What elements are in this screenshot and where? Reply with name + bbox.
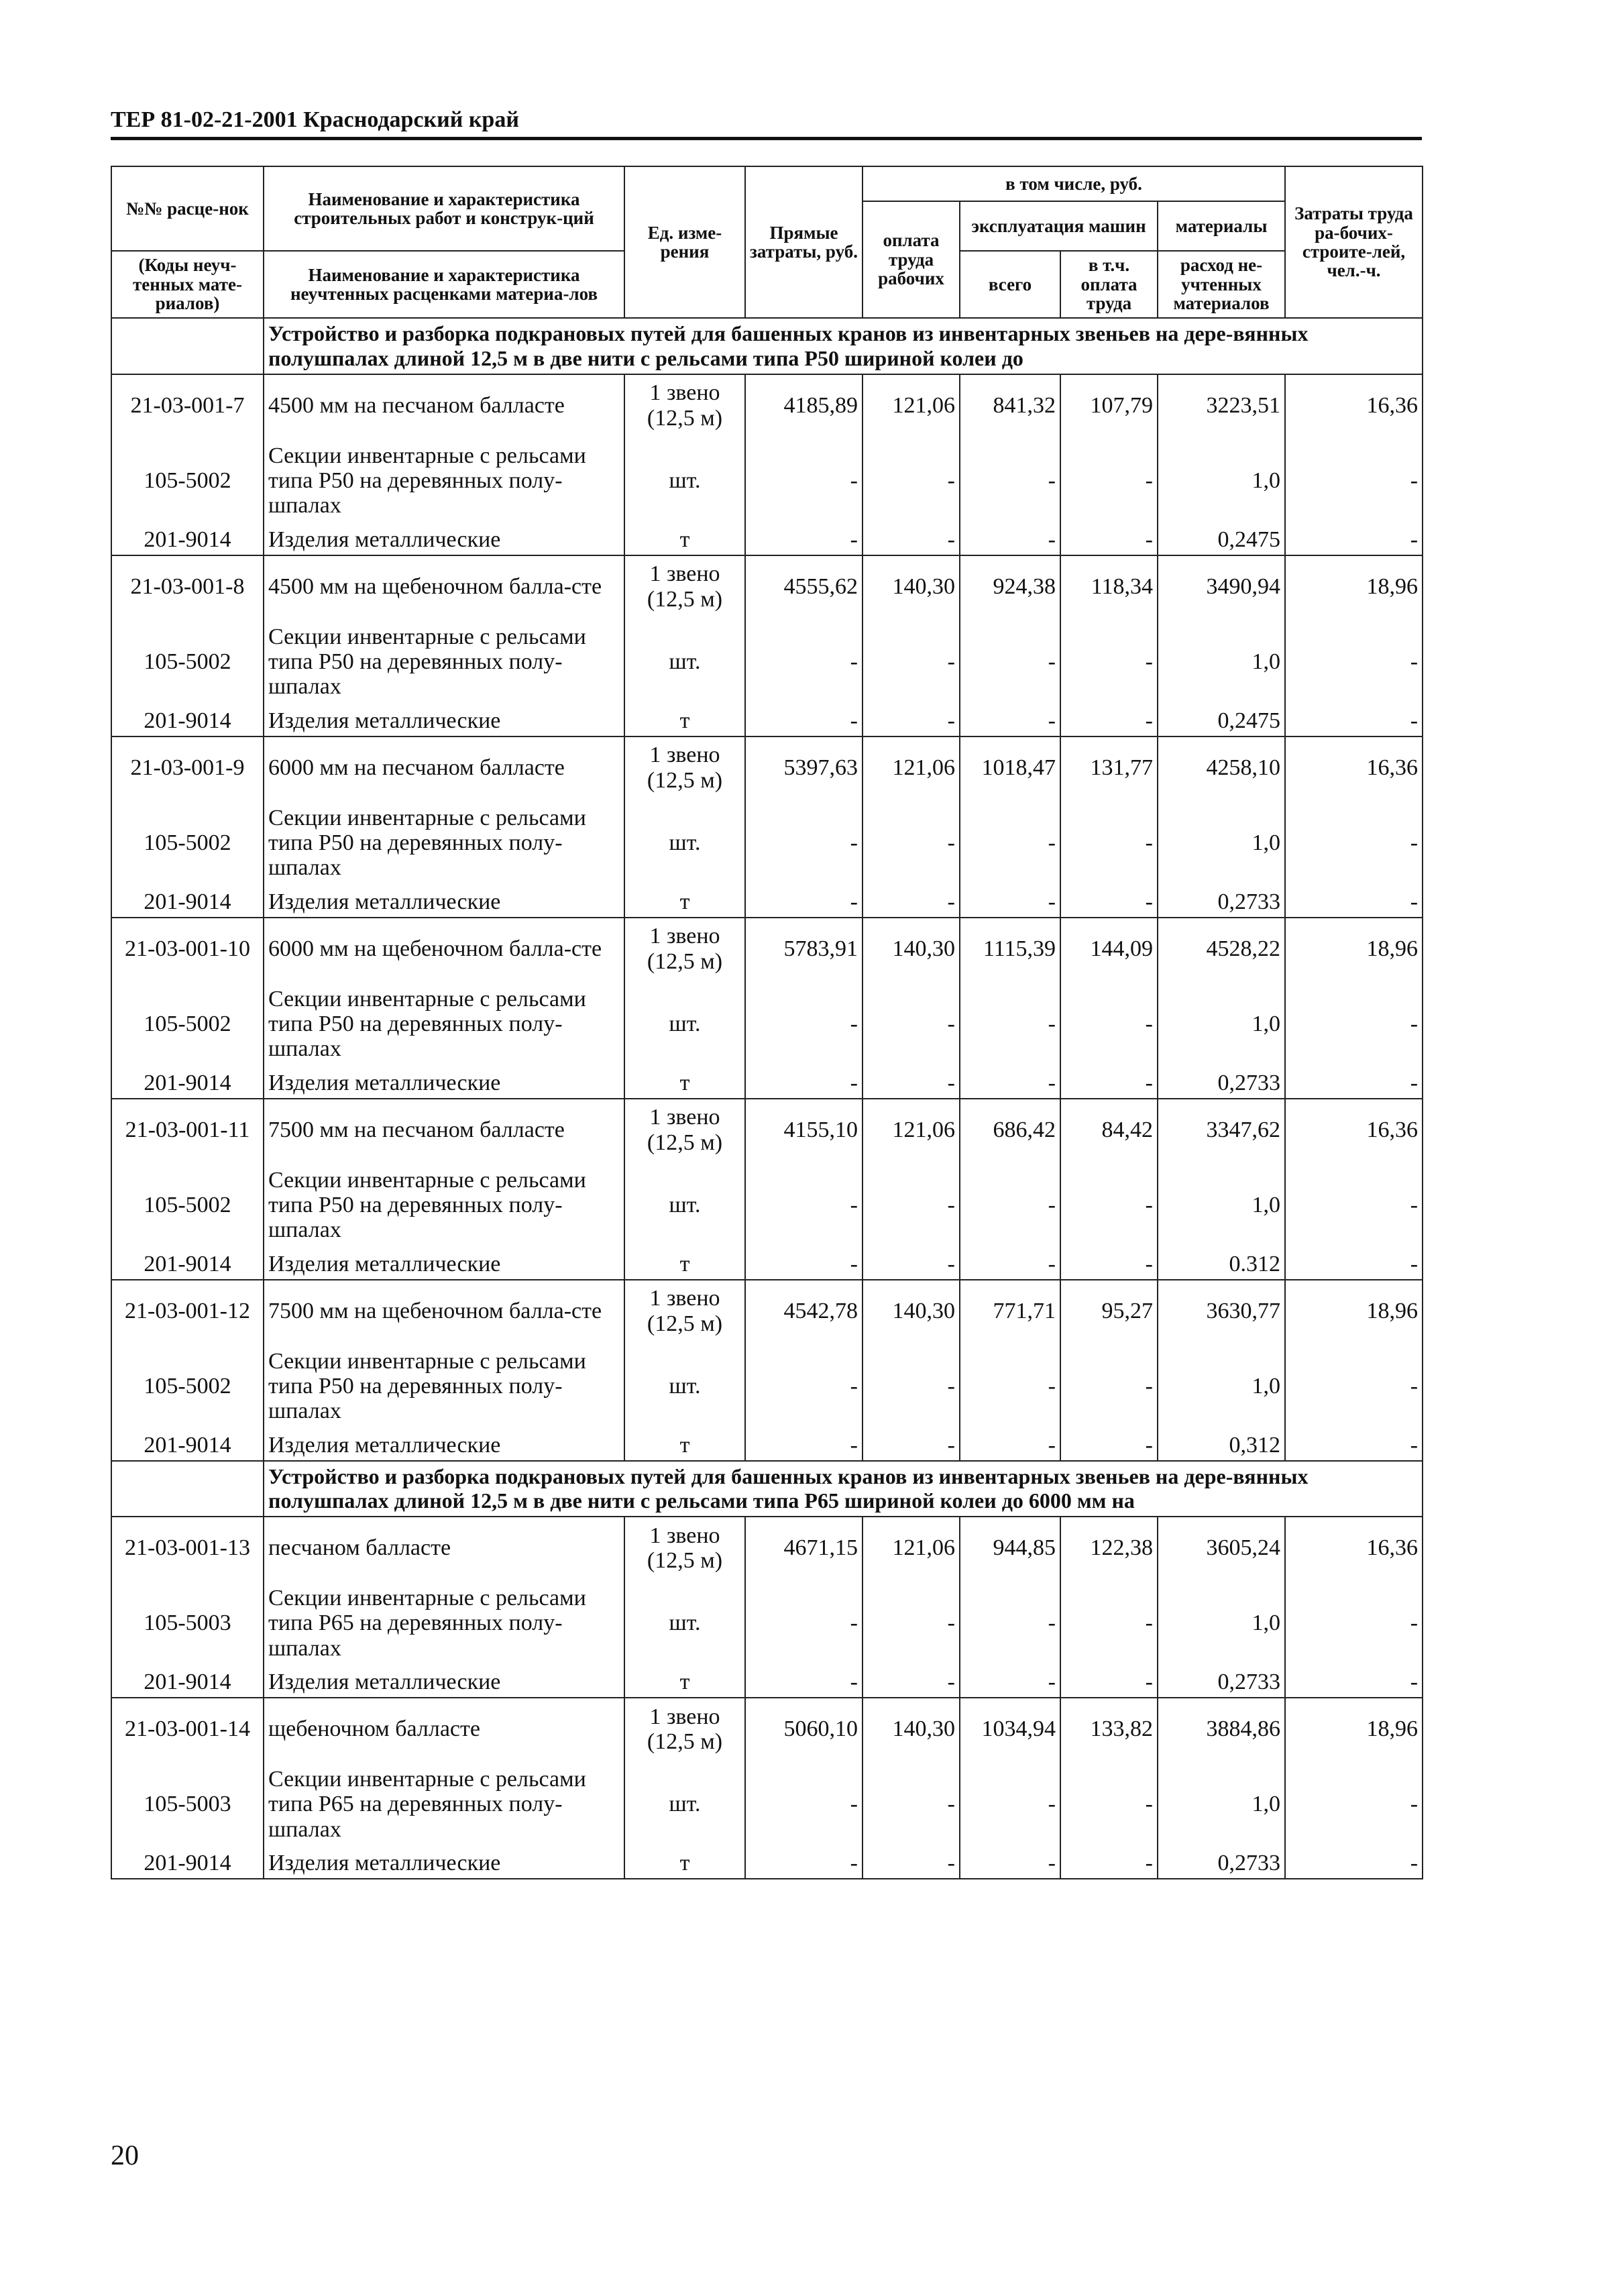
rate-row — [111, 1517, 1423, 1579]
rate-labor: 16,36 — [1285, 374, 1423, 437]
head-materials-sub: расход не-учтенных материалов — [1158, 251, 1285, 318]
material-name: Изделия металлические — [264, 1250, 624, 1280]
dash-cell: - — [863, 1250, 960, 1280]
dash-cell: - — [745, 799, 863, 887]
material-unit: шт. — [624, 980, 745, 1069]
rate-name: 7500 мм на песчаном балласте — [264, 1099, 624, 1161]
table-header — [111, 166, 1423, 318]
rate-name: 4500 мм на щебеночном балла-сте — [264, 555, 624, 618]
material-code: 201-9014 — [111, 525, 264, 555]
material-unit: т — [624, 1849, 745, 1879]
head-machines: эксплуатация машин — [960, 201, 1158, 251]
rate-mat: 3630,77 — [1158, 1280, 1285, 1342]
head-labor: Затраты труда ра-бочих-строите-лей, чел.-ч. — [1285, 166, 1423, 318]
material-row — [111, 1431, 1423, 1461]
dash-cell: - — [1060, 1431, 1158, 1461]
dash-cell: - — [960, 1161, 1060, 1250]
dash-cell: - — [1285, 1849, 1423, 1879]
material-name: Секции инвентарные с рельсами типа Р50 на деревянных полу-шпалах — [264, 437, 624, 525]
dash-cell: - — [1060, 887, 1158, 918]
material-code: 105-5002 — [111, 799, 264, 887]
dash-cell: - — [960, 618, 1060, 706]
material-code: 201-9014 — [111, 1849, 264, 1879]
dash-cell: - — [745, 887, 863, 918]
section-row — [111, 1461, 1423, 1517]
dash-cell: - — [1285, 799, 1423, 887]
material-name: Секции инвентарные с рельсами типа Р65 на деревянных полу-шпалах — [264, 1760, 624, 1849]
rate-direct: 4185,89 — [745, 374, 863, 437]
rate-unit: 1 звено (12,5 м) — [624, 1517, 745, 1579]
head-machines-labor: в т.ч. оплата труда — [1060, 251, 1158, 318]
material-code: 105-5002 — [111, 1342, 264, 1431]
rate-pay: 140,30 — [863, 1698, 960, 1760]
head-code: №№ расце-нок — [111, 166, 264, 251]
dash-cell: - — [863, 980, 960, 1069]
section-code-cell — [111, 318, 264, 374]
dash-cell: - — [745, 1579, 863, 1668]
material-amount: 0,312 — [1158, 1431, 1285, 1461]
rate-code: 21-03-001-9 — [111, 736, 264, 799]
dash-cell: - — [1285, 1342, 1423, 1431]
dash-cell: - — [1060, 1579, 1158, 1668]
dash-cell: - — [745, 1431, 863, 1461]
rate-mach-pay: 133,82 — [1060, 1698, 1158, 1760]
material-unit: шт. — [624, 1760, 745, 1849]
material-code: 105-5002 — [111, 980, 264, 1069]
head-direct: Прямые затраты, руб. — [745, 166, 863, 318]
dash-cell: - — [1285, 1668, 1423, 1698]
dash-cell: - — [1060, 525, 1158, 555]
dash-cell: - — [1285, 1250, 1423, 1280]
rate-mach-pay: 118,34 — [1060, 555, 1158, 618]
material-unit: шт. — [624, 1161, 745, 1250]
material-unit: шт. — [624, 437, 745, 525]
rate-code: 21-03-001-8 — [111, 555, 264, 618]
rate-labor: 18,96 — [1285, 1698, 1423, 1760]
material-code: 105-5002 — [111, 437, 264, 525]
dash-cell: - — [960, 1342, 1060, 1431]
dash-cell: - — [1285, 706, 1423, 736]
material-code: 201-9014 — [111, 1069, 264, 1099]
rate-mach: 1034,94 — [960, 1698, 1060, 1760]
material-unit: т — [624, 1250, 745, 1280]
material-row — [111, 1849, 1423, 1879]
rate-mach: 924,38 — [960, 555, 1060, 618]
rate-pay: 140,30 — [863, 1280, 960, 1342]
dash-cell: - — [1285, 437, 1423, 525]
rate-mach: 771,71 — [960, 1280, 1060, 1342]
dash-cell: - — [863, 525, 960, 555]
dash-cell: - — [960, 1849, 1060, 1879]
rate-row — [111, 1280, 1423, 1342]
rate-row — [111, 1099, 1423, 1161]
rate-pay: 121,06 — [863, 1099, 960, 1161]
rate-labor: 16,36 — [1285, 1517, 1423, 1579]
dash-cell: - — [863, 706, 960, 736]
dash-cell: - — [863, 1069, 960, 1099]
dash-cell: - — [863, 799, 960, 887]
material-name: Секции инвентарные с рельсами типа Р50 на деревянных полу-шпалах — [264, 799, 624, 887]
material-row — [111, 799, 1423, 887]
material-amount: 0,2733 — [1158, 1668, 1285, 1698]
rate-mach-pay: 84,42 — [1060, 1099, 1158, 1161]
dash-cell: - — [1060, 1069, 1158, 1099]
material-unit: т — [624, 1668, 745, 1698]
dash-cell: - — [745, 706, 863, 736]
dash-cell: - — [863, 437, 960, 525]
material-amount: 0.312 — [1158, 1250, 1285, 1280]
rate-mach-pay: 144,09 — [1060, 918, 1158, 980]
material-code: 105-5002 — [111, 1161, 264, 1250]
dash-cell: - — [1060, 1668, 1158, 1698]
material-amount: 1,0 — [1158, 1760, 1285, 1849]
rate-mat: 4528,22 — [1158, 918, 1285, 980]
rate-mat: 3490,94 — [1158, 555, 1285, 618]
dash-cell: - — [960, 1760, 1060, 1849]
material-row — [111, 1069, 1423, 1099]
dash-cell: - — [745, 1342, 863, 1431]
dash-cell: - — [1285, 525, 1423, 555]
rate-labor: 16,36 — [1285, 1099, 1423, 1161]
rate-mat: 4258,10 — [1158, 736, 1285, 799]
rate-code: 21-03-001-11 — [111, 1099, 264, 1161]
material-name: Секции инвентарные с рельсами типа Р50 на деревянных полу-шпалах — [264, 980, 624, 1069]
rate-labor: 16,36 — [1285, 736, 1423, 799]
page-header — [111, 102, 1422, 140]
material-amount: 1,0 — [1158, 1161, 1285, 1250]
rate-labor: 18,96 — [1285, 1280, 1423, 1342]
material-row — [111, 1668, 1423, 1698]
dash-cell: - — [745, 1849, 863, 1879]
material-row — [111, 1342, 1423, 1431]
rate-pay: 140,30 — [863, 555, 960, 618]
material-unit: т — [624, 1431, 745, 1461]
material-amount: 0,2733 — [1158, 887, 1285, 918]
rate-mat: 3884,86 — [1158, 1698, 1285, 1760]
material-row — [111, 618, 1423, 706]
material-amount: 1,0 — [1158, 618, 1285, 706]
material-unit: шт. — [624, 799, 745, 887]
material-row — [111, 980, 1423, 1069]
head-unit: Ед. изме-рения — [624, 166, 745, 318]
material-unit: т — [624, 887, 745, 918]
rate-pay: 121,06 — [863, 1517, 960, 1579]
rate-mat: 3605,24 — [1158, 1517, 1285, 1579]
dash-cell: - — [745, 618, 863, 706]
dash-cell: - — [863, 1760, 960, 1849]
section-code-cell — [111, 1461, 264, 1517]
material-amount: 1,0 — [1158, 980, 1285, 1069]
material-amount: 0,2475 — [1158, 525, 1285, 555]
material-row — [111, 887, 1423, 918]
material-unit: шт. — [624, 1342, 745, 1431]
material-name: Изделия металлические — [264, 887, 624, 918]
rates-table — [111, 166, 1423, 1879]
dash-cell: - — [863, 1849, 960, 1879]
material-code: 201-9014 — [111, 1431, 264, 1461]
rate-name: 6000 мм на песчаном балласте — [264, 736, 624, 799]
rate-direct: 5397,63 — [745, 736, 863, 799]
dash-cell: - — [1285, 887, 1423, 918]
rate-code: 21-03-001-7 — [111, 374, 264, 437]
rate-unit: 1 звено (12,5 м) — [624, 1280, 745, 1342]
material-row — [111, 1161, 1423, 1250]
material-code: 105-5003 — [111, 1760, 264, 1849]
head-machines-total: всего — [960, 251, 1060, 318]
rate-direct: 5783,91 — [745, 918, 863, 980]
material-amount: 1,0 — [1158, 437, 1285, 525]
material-unit: шт. — [624, 618, 745, 706]
rate-name: песчаном балласте — [264, 1517, 624, 1579]
material-name: Секции инвентарные с рельсами типа Р65 на деревянных полу-шпалах — [264, 1579, 624, 1668]
dash-cell: - — [1285, 980, 1423, 1069]
dash-cell: - — [960, 437, 1060, 525]
rate-code: 21-03-001-12 — [111, 1280, 264, 1342]
dash-cell: - — [960, 1668, 1060, 1698]
rate-unit: 1 звено (12,5 м) — [624, 1099, 745, 1161]
rate-mat: 3223,51 — [1158, 374, 1285, 437]
material-amount: 0,2475 — [1158, 706, 1285, 736]
section-title: Устройство и разборка подкрановых путей для башенных кранов из инвентарных звеньев на дере-вянных полушпалах длиной 12,5 м в две нити с рельсами типа Р65 шириной колеи до 6000 мм на — [264, 1461, 1423, 1517]
dash-cell: - — [1060, 1760, 1158, 1849]
dash-cell: - — [960, 887, 1060, 918]
material-row — [111, 525, 1423, 555]
material-amount: 1,0 — [1158, 1579, 1285, 1668]
dash-cell: - — [1060, 706, 1158, 736]
rate-name: 7500 мм на щебеночном балла-сте — [264, 1280, 624, 1342]
dash-cell: - — [863, 1161, 960, 1250]
material-name: Изделия металлические — [264, 1668, 624, 1698]
rate-row — [111, 1698, 1423, 1760]
dash-cell: - — [1060, 1250, 1158, 1280]
rate-mach: 686,42 — [960, 1099, 1060, 1161]
rate-labor: 18,96 — [1285, 555, 1423, 618]
rate-pay: 121,06 — [863, 736, 960, 799]
rate-direct: 4671,15 — [745, 1517, 863, 1579]
material-amount: 0,2733 — [1158, 1849, 1285, 1879]
dash-cell: - — [1285, 1431, 1423, 1461]
dash-cell: - — [1060, 980, 1158, 1069]
material-name: Изделия металлические — [264, 1069, 624, 1099]
material-unit: т — [624, 706, 745, 736]
dash-cell: - — [1060, 1161, 1158, 1250]
dash-cell: - — [960, 980, 1060, 1069]
material-name: Секции инвентарные с рельсами типа Р50 на деревянных полу-шпалах — [264, 618, 624, 706]
dash-cell: - — [863, 887, 960, 918]
rate-labor: 18,96 — [1285, 918, 1423, 980]
dash-cell: - — [1060, 618, 1158, 706]
head-materials: материалы — [1158, 201, 1285, 251]
material-code: 201-9014 — [111, 887, 264, 918]
rate-mach-pay: 122,38 — [1060, 1517, 1158, 1579]
rate-mach: 1018,47 — [960, 736, 1060, 799]
dash-cell: - — [745, 437, 863, 525]
material-code: 201-9014 — [111, 706, 264, 736]
dash-cell: - — [745, 1668, 863, 1698]
rate-unit: 1 звено (12,5 м) — [624, 555, 745, 618]
material-row — [111, 437, 1423, 525]
material-row — [111, 1579, 1423, 1668]
table-body — [111, 318, 1423, 1879]
head-labor-pay: оплата труда рабочих — [863, 201, 960, 318]
dash-cell: - — [960, 525, 1060, 555]
rate-mach: 841,32 — [960, 374, 1060, 437]
rate-direct: 4542,78 — [745, 1280, 863, 1342]
material-code: 105-5002 — [111, 618, 264, 706]
dash-cell: - — [960, 799, 1060, 887]
rate-unit: 1 звено (12,5 м) — [624, 918, 745, 980]
rate-mat: 3347,62 — [1158, 1099, 1285, 1161]
material-amount: 1,0 — [1158, 799, 1285, 887]
material-row — [111, 706, 1423, 736]
material-name: Секции инвентарные с рельсами типа Р50 на деревянных полу-шпалах — [264, 1342, 624, 1431]
dash-cell: - — [863, 1431, 960, 1461]
material-name: Секции инвентарные с рельсами типа Р50 на деревянных полу-шпалах — [264, 1161, 624, 1250]
rate-mach: 944,85 — [960, 1517, 1060, 1579]
rate-mach-pay: 131,77 — [1060, 736, 1158, 799]
dash-cell: - — [1060, 1849, 1158, 1879]
dash-cell: - — [745, 1069, 863, 1099]
material-name: Изделия металлические — [264, 1431, 624, 1461]
material-name: Изделия металлические — [264, 525, 624, 555]
dash-cell: - — [1060, 799, 1158, 887]
rate-code: 21-03-001-10 — [111, 918, 264, 980]
material-code: 201-9014 — [111, 1668, 264, 1698]
dash-cell: - — [1285, 1161, 1423, 1250]
material-amount: 0,2733 — [1158, 1069, 1285, 1099]
rate-code: 21-03-001-14 — [111, 1698, 264, 1760]
material-row — [111, 1250, 1423, 1280]
rate-mach: 1115,39 — [960, 918, 1060, 980]
dash-cell: - — [863, 1668, 960, 1698]
dash-cell: - — [960, 1069, 1060, 1099]
rate-row — [111, 918, 1423, 980]
rate-direct: 5060,10 — [745, 1698, 863, 1760]
dash-cell: - — [1285, 1760, 1423, 1849]
dash-cell: - — [745, 980, 863, 1069]
dash-cell: - — [960, 1250, 1060, 1280]
rate-code: 21-03-001-13 — [111, 1517, 264, 1579]
dash-cell: - — [1060, 1342, 1158, 1431]
material-code: 105-5003 — [111, 1579, 264, 1668]
material-name: Изделия металлические — [264, 1849, 624, 1879]
dash-cell: - — [1285, 1579, 1423, 1668]
dash-cell: - — [745, 525, 863, 555]
rate-unit: 1 звено (12,5 м) — [624, 736, 745, 799]
section-title: Устройство и разборка подкрановых путей для башенных кранов из инвентарных звеньев на дере-вянных полушпалах длиной 12,5 м в две нити с рельсами типа Р50 шириной колеи до — [264, 318, 1423, 374]
dash-cell: - — [1285, 618, 1423, 706]
rate-mach-pay: 107,79 — [1060, 374, 1158, 437]
head-name: Наименование и характеристика строительных работ и конструк-ций — [264, 166, 624, 251]
material-code: 201-9014 — [111, 1250, 264, 1280]
rate-direct: 4555,62 — [745, 555, 863, 618]
dash-cell: - — [863, 1342, 960, 1431]
dash-cell: - — [1060, 437, 1158, 525]
rate-row — [111, 555, 1423, 618]
material-unit: т — [624, 1069, 745, 1099]
dash-cell: - — [745, 1250, 863, 1280]
rate-unit: 1 звено (12,5 м) — [624, 374, 745, 437]
material-unit: шт. — [624, 1579, 745, 1668]
rate-mach-pay: 95,27 — [1060, 1280, 1158, 1342]
dash-cell: - — [863, 1579, 960, 1668]
section-row — [111, 318, 1423, 374]
rate-name: 6000 мм на щебеночном балла-сте — [264, 918, 624, 980]
dash-cell: - — [960, 1431, 1060, 1461]
rate-name: 4500 мм на песчаном балласте — [264, 374, 624, 437]
head-code-sub: (Коды неуч-тенных мате-риалов) — [111, 251, 264, 318]
rate-pay: 140,30 — [863, 918, 960, 980]
dash-cell: - — [745, 1760, 863, 1849]
rate-row — [111, 374, 1423, 437]
material-name: Изделия металлические — [264, 706, 624, 736]
document-title: ТЕР 81-02-21-2001 Краснодарский край — [111, 107, 519, 132]
dash-cell: - — [960, 1579, 1060, 1668]
material-unit: т — [624, 525, 745, 555]
dash-cell: - — [1285, 1069, 1423, 1099]
rate-unit: 1 звено (12,5 м) — [624, 1698, 745, 1760]
material-amount: 1,0 — [1158, 1342, 1285, 1431]
rate-pay: 121,06 — [863, 374, 960, 437]
page-number: 20 — [111, 2140, 139, 2171]
dash-cell: - — [745, 1161, 863, 1250]
material-row — [111, 1760, 1423, 1849]
rate-direct: 4155,10 — [745, 1099, 863, 1161]
rate-row — [111, 736, 1423, 799]
rate-name: щебеночном балласте — [264, 1698, 624, 1760]
dash-cell: - — [960, 706, 1060, 736]
dash-cell: - — [863, 618, 960, 706]
head-name-sub: Наименование и характеристика неучтенных расценками материа-лов — [264, 251, 624, 318]
head-incl: в том числе, руб. — [863, 166, 1285, 201]
